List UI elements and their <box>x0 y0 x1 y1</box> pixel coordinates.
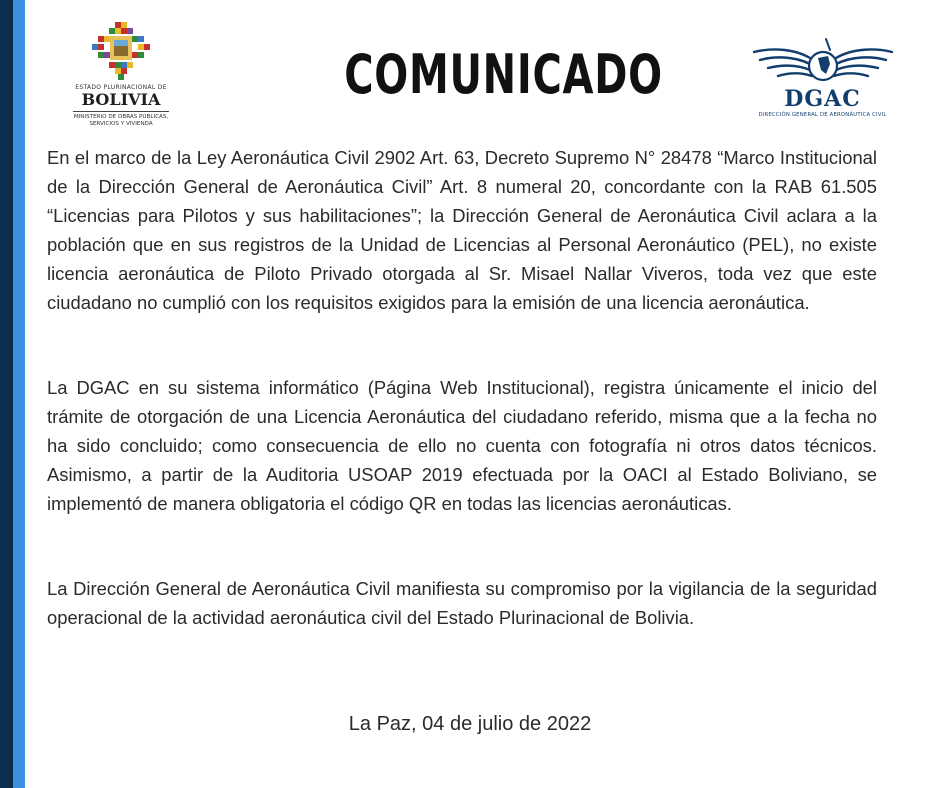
left-accent-stripe-light <box>13 0 25 788</box>
logo-state-line: ESTADO PLURINACIONAL DE <box>75 84 167 91</box>
bolivia-crest-icon <box>90 20 152 82</box>
dgac-full-name: DIRECCIÓN GENERAL DE AERONÁUTICA CIVIL <box>758 112 887 118</box>
paragraph-commitment: La Dirección General de Aeronáutica Civil manifiesta su compromiso por la vigilancia de la seguridad operacional de la actividad aeronáutica civil del Estado Plurinacional de Bolivia. <box>47 578 877 628</box>
logo-ministry-line-2: SERVICIOS Y VIVIENDA <box>89 121 153 127</box>
paragraph-system-registry: La DGAC en su sistema informático (Página Web Institucional), registra únicamente el inicio del trámite de otorgación de una Licencia Aeronáutica del ciudadano referido, misma que a la fecha no ha sido concluido; como consecuencia de ello no cuenta con fotografía ni otros datos técnicos. Asimismo, a partir de la Auditoria USOAP 2019 efectuada por la OACI al Estado Boliviano, se implementó de manera obligatoria el código QR en todas las licencias aeronáuticas. <box>47 377 877 514</box>
dgac-acronym: DGAC <box>784 86 861 112</box>
logo-divider <box>73 111 169 112</box>
logo-country-name: BOLIVIA <box>81 90 161 109</box>
winged-globe-icon <box>748 36 898 86</box>
left-accent-stripe-dark <box>0 0 13 788</box>
place-and-date: La Paz, 04 de julio de 2022 <box>348 713 592 735</box>
communique-body <box>47 143 877 628</box>
bolivia-ministry-logo <box>62 20 180 128</box>
paragraph-legal-basis: En el marco de la Ley Aeronáutica Civil 2902 Art. 63, Decreto Supremo N° 28478 “Marco Institucional de la Dirección General de Aeronáutica Civil” Art. 8 numeral 20, concordante con la RAB 61.505 “Licencias para Pilotos y sus habilitaciones”; la Dirección General de Aeronáutica Civil aclara a la población que en sus registros de la Unidad de Licencias al Personal Aeronáutico (PEL), no existe licencia aeronáutica de Piloto Privado otorgada al Sr. Misael Nallar Viveros, toda vez que este ciudadano no cumplió con los requisitos exigidos para la emisión de una licencia aeronáutica. <box>47 147 877 313</box>
logo-ministry-line-1: MINISTERIO DE OBRAS PÚBLICAS, <box>73 114 169 120</box>
dgac-logo <box>745 36 900 118</box>
page-title: COMUNICADO <box>344 43 663 106</box>
